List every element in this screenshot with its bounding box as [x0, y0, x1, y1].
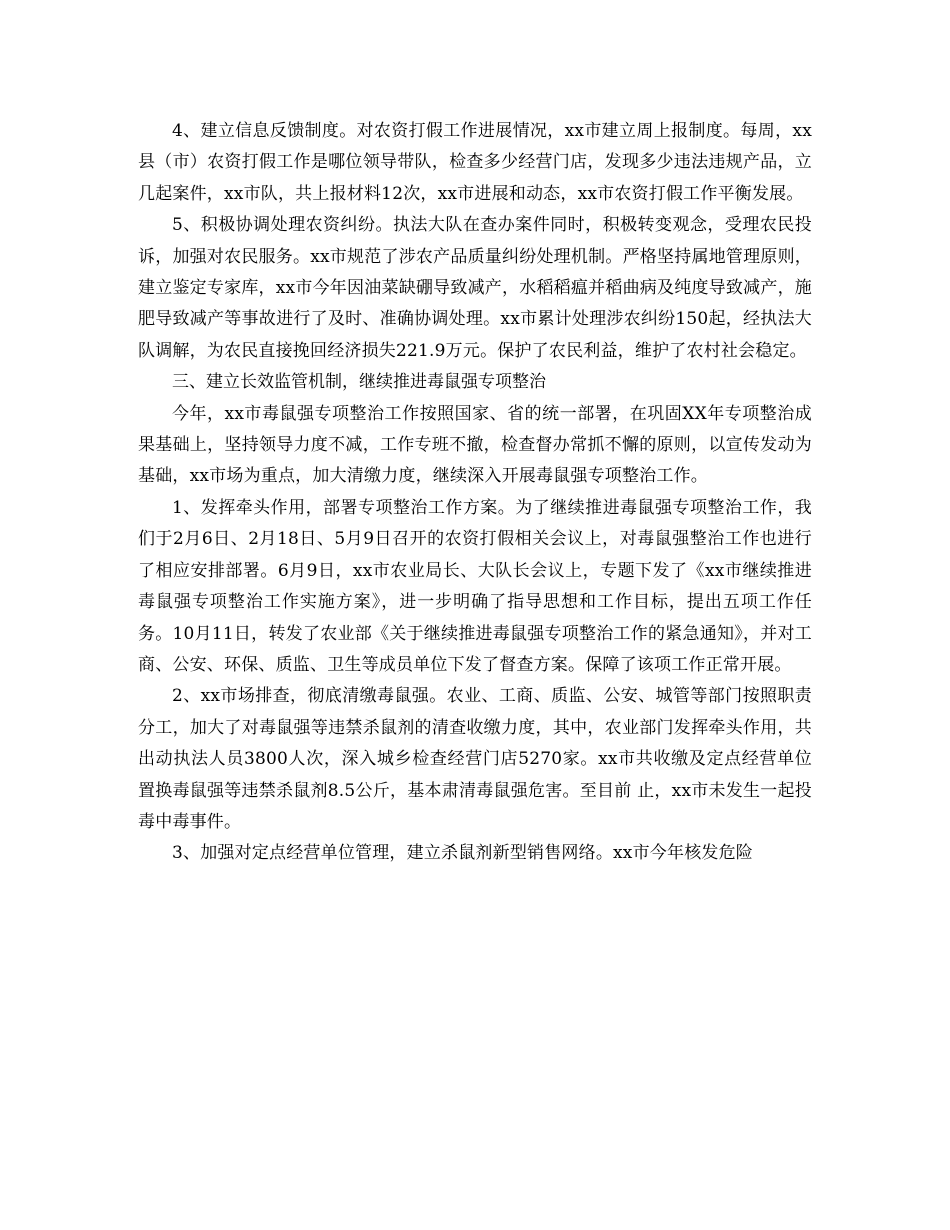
- paragraph-lead-role: 1、发挥牵头作用，部署专项整治工作方案。为了继续推进毒鼠强专项整治工作，我们于2月6日、2月18日、5月9日召开的农资打假相关会议上，对毒鼠强整治工作也进行了相应安排部署。6月9日，xx市农业局长、大队长会议上，专题下发了《xx市继续推进毒鼠强专项整治工作实施方案》，进一步明确了指导思想和工作目标，提出五项工作任务。10月11日，转发了农业部《关于继续推进毒鼠强专项整治工作的紧急通知》，并对工商、公安、环保、质监、卫生等成员单位下发了督查方案。保障了该项工作正常开展。: [138, 497, 812, 675]
- document-body: [138, 116, 812, 870]
- paragraph-intro-this-year: 今年，xx市毒鼠强专项整治工作按照国家、省的统一部署，在巩固XX年专项整治成果基础上，坚持领导力度不减，工作专班不撤，检查督办常抓不懈的原则，以宣传发动为基础，xx市场为重点，加大清缴力度，继续深入开展毒鼠强专项整治工作。: [138, 403, 812, 487]
- paragraph-dispute-handling: 5、积极协调处理农资纠纷。执法大队在查办案件同时，积极转变观念，受理农民投诉，加强对农民服务。xx市规范了涉农产品质量纠纷处理机制。严格坚持属地管理原则，建立鉴定专家库，xx市今年因油菜缺硼导致减产，水稻稻瘟并稻曲病及纯度导致减产，施肥导致减产等事故进行了及时、准确协调处理。xx市累计处理涉农纠纷150起，经执法大队调解，为农民直接挽回经济损失221.9万元。保护了农民利益，维护了农村社会稳定。: [138, 215, 812, 361]
- section-heading-three: 三、建立长效监管机制，继续推进毒鼠强专项整治: [172, 372, 546, 393]
- paragraph-info-feedback: 4、建立信息反馈制度。对农资打假工作进展情况，xx市建立周上报制度。每周，xx县（市）农资打假工作是哪位领导带队，检查多少经营门店，发现多少违法违规产品，立几起案件，xx市队，共上报材料12次，xx市进展和动态，xx市农资打假工作平衡发展。: [138, 121, 812, 204]
- paragraph-market-inspection: 2、xx市场排查，彻底清缴毒鼠强。农业、工商、质监、公安、城管等部门按照职责分工，加大了对毒鼠强等违禁杀鼠剂的清查收缴力度，其中，农业部门发挥牵头作用，共出动执法人员3800人次，深入城乡检查经营门店5270家。xx市共收缴及定点经营单位置换毒鼠强等违禁杀鼠剂8.5公斤，基本肃清毒鼠强危害。至目前 止，xx市未发生一起投毒中毒事件。: [138, 686, 812, 832]
- paragraph-designated-sellers: 3、加强对定点经营单位管理，建立杀鼠剂新型销售网络。xx市今年核发危险: [172, 843, 753, 864]
